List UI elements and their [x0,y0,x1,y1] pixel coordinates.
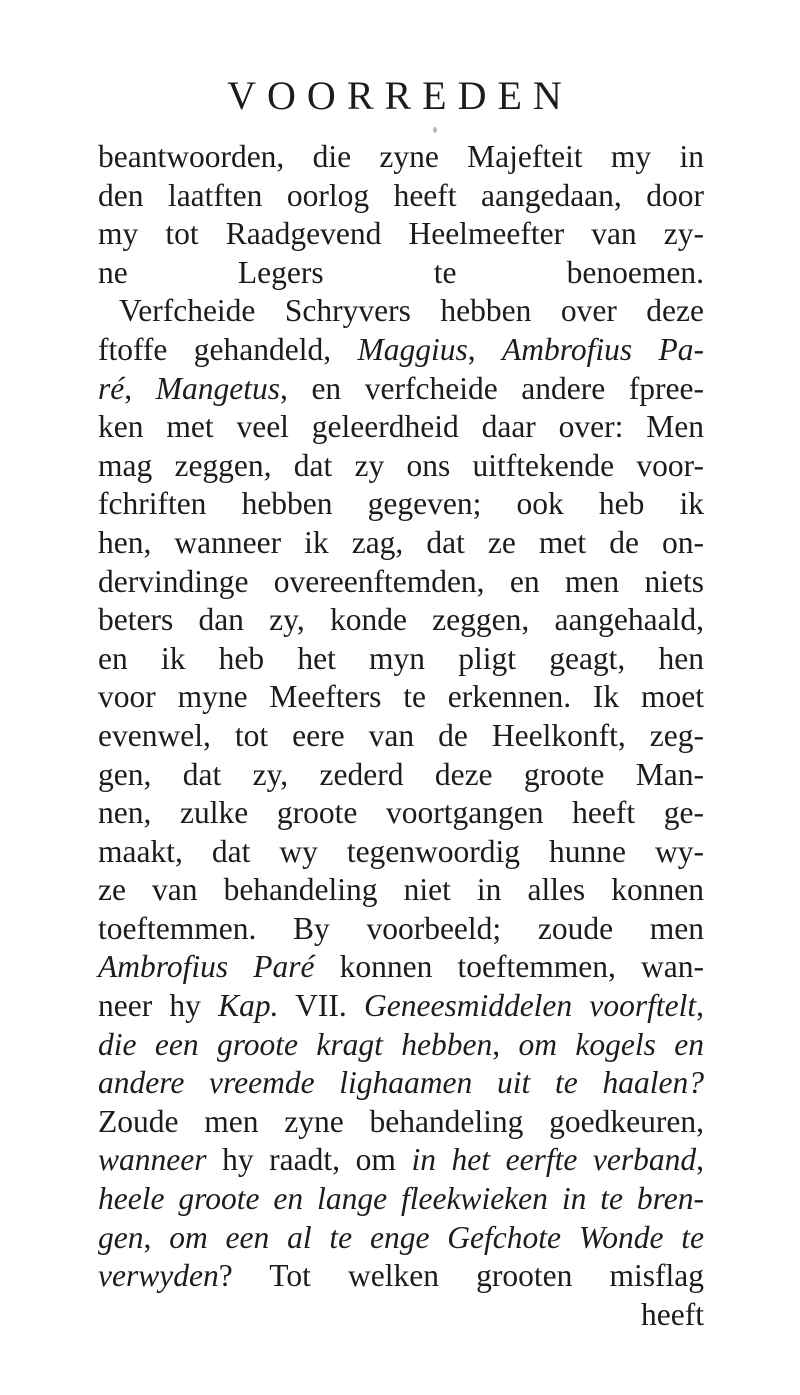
text-segment: maakt, dat wy tegenwoordig hunne wy- [98,833,704,869]
text-line [98,1026,704,1065]
text-line [98,563,704,602]
text-line [98,138,704,177]
text-line [98,1180,704,1219]
text-line [98,794,704,833]
body-text [98,138,704,1334]
italic-text-segment: die een groote kragt hebben [98,1026,493,1062]
text-line [98,1103,704,1142]
text-line [98,485,704,524]
text-line [98,408,704,447]
text-segment: beantwoorden, die zyne Majefteit my in [98,139,704,174]
text-segment: Zoude men zyne behandeling goedkeuren, [98,1103,704,1139]
text-segment: my tot Raadgevend Heelmeefter van zy- [98,216,704,252]
text-line [98,292,704,331]
text-segment: evenwel, tot eere van de Heelkonft, zeg- [98,717,704,753]
text-line [98,1064,704,1103]
text-line [98,833,704,872]
italic-text-segment: wanneer [98,1142,207,1178]
italic-text-segment: heele groote en lange fleekwieken in te bren- [98,1181,704,1217]
text-line [98,1257,704,1296]
text-segment: neer hy [98,988,219,1024]
ink-speck [433,127,437,133]
text-segment: voor myne Meefters te erkennen. Ik moet [98,679,704,715]
text-line [98,1296,704,1335]
italic-text-segment: Mangetus [155,370,280,406]
text-line [98,871,704,910]
text-segment: toeftemmen. By voorbeeld; zoude men [98,910,704,946]
text-line [98,910,704,949]
text-segment: VII. [278,988,364,1024]
text-segment: , [696,1142,704,1178]
running-head: VOORREDEN [227,73,573,118]
italic-text-segment: andere vreemde lighaamen uit te haalen? [98,1065,704,1101]
text-segment: , [143,1219,170,1255]
italic-text-segment: Ambrofius Pa- [502,331,704,367]
text-segment: ken met veel geleerdheid daar over: Men [98,409,704,445]
text-segment: , [467,331,503,367]
text-segment: hen, wanneer ik zag, dat ze met de on- [98,524,704,560]
text-line [98,678,704,717]
text-line [98,948,704,987]
text-segment: den laatften oorlog heeft aangedaan, door [98,177,704,213]
text-line [98,717,704,756]
italic-text-segment: gen [98,1219,144,1255]
italic-text-segment: ré [98,370,125,406]
text-segment: , en verfcheide andere fpree- [279,370,704,406]
text-line [98,1141,704,1180]
text-segment: fchriften hebben gegeven; ook heb ik [98,486,704,522]
text-line [98,215,704,254]
text-line [98,987,704,1026]
italic-text-segment: in het eerfte verband [411,1142,697,1178]
text-segment: , [696,988,704,1024]
text-line [98,601,704,640]
text-segment: gen, dat zy, zederd deze groote Man- [98,756,704,792]
italic-text-segment: Geneesmiddelen voorftelt [364,988,697,1024]
text-segment: hy raadt, om [206,1142,412,1178]
text-segment: konnen toeftemmen, wan- [314,949,705,985]
text-line [98,370,704,409]
italic-text-segment: Maggius [357,331,468,367]
italic-text-segment: om een al te enge Gefchote Wonde te [169,1219,704,1255]
text-segment: heeft [641,1296,704,1332]
text-segment: nen, zulke groote voortgangen heeft ge- [98,795,704,831]
text-segment: beters dan zy, konde zeggen, aangehaald, [98,602,704,638]
text-line [98,1219,704,1258]
text-segment: ze van behandeling niet in alles konnen [98,872,704,908]
text-segment: en ik heb het myn pligt geagt, hen [98,640,704,676]
text-segment: dervindinge overeenftemden, en men niets [98,563,704,599]
text-line [98,331,704,370]
italic-text-segment: om kogels en [518,1026,705,1062]
italic-text-segment: Kap. [218,988,279,1024]
text-line [98,447,704,486]
text-line [98,254,704,293]
text-segment: mag zeggen, dat zy ons uitftekende voor- [98,447,704,483]
italic-text-segment: Ambrofius Paré [98,949,315,985]
text-line [98,640,704,679]
text-segment: ne Legers te benoemen. [98,254,704,290]
text-segment: Verfcheide Schryvers hebben over deze [119,293,704,329]
text-line [98,756,704,795]
text-segment: , [492,1026,519,1062]
text-segment: ftoffe gehandeld, [98,331,358,367]
text-line [98,524,704,563]
text-segment: ? Tot welken grooten misflag [218,1258,704,1294]
text-segment: , [124,370,156,406]
text-line [98,177,704,216]
italic-text-segment: verwyden [98,1258,219,1294]
